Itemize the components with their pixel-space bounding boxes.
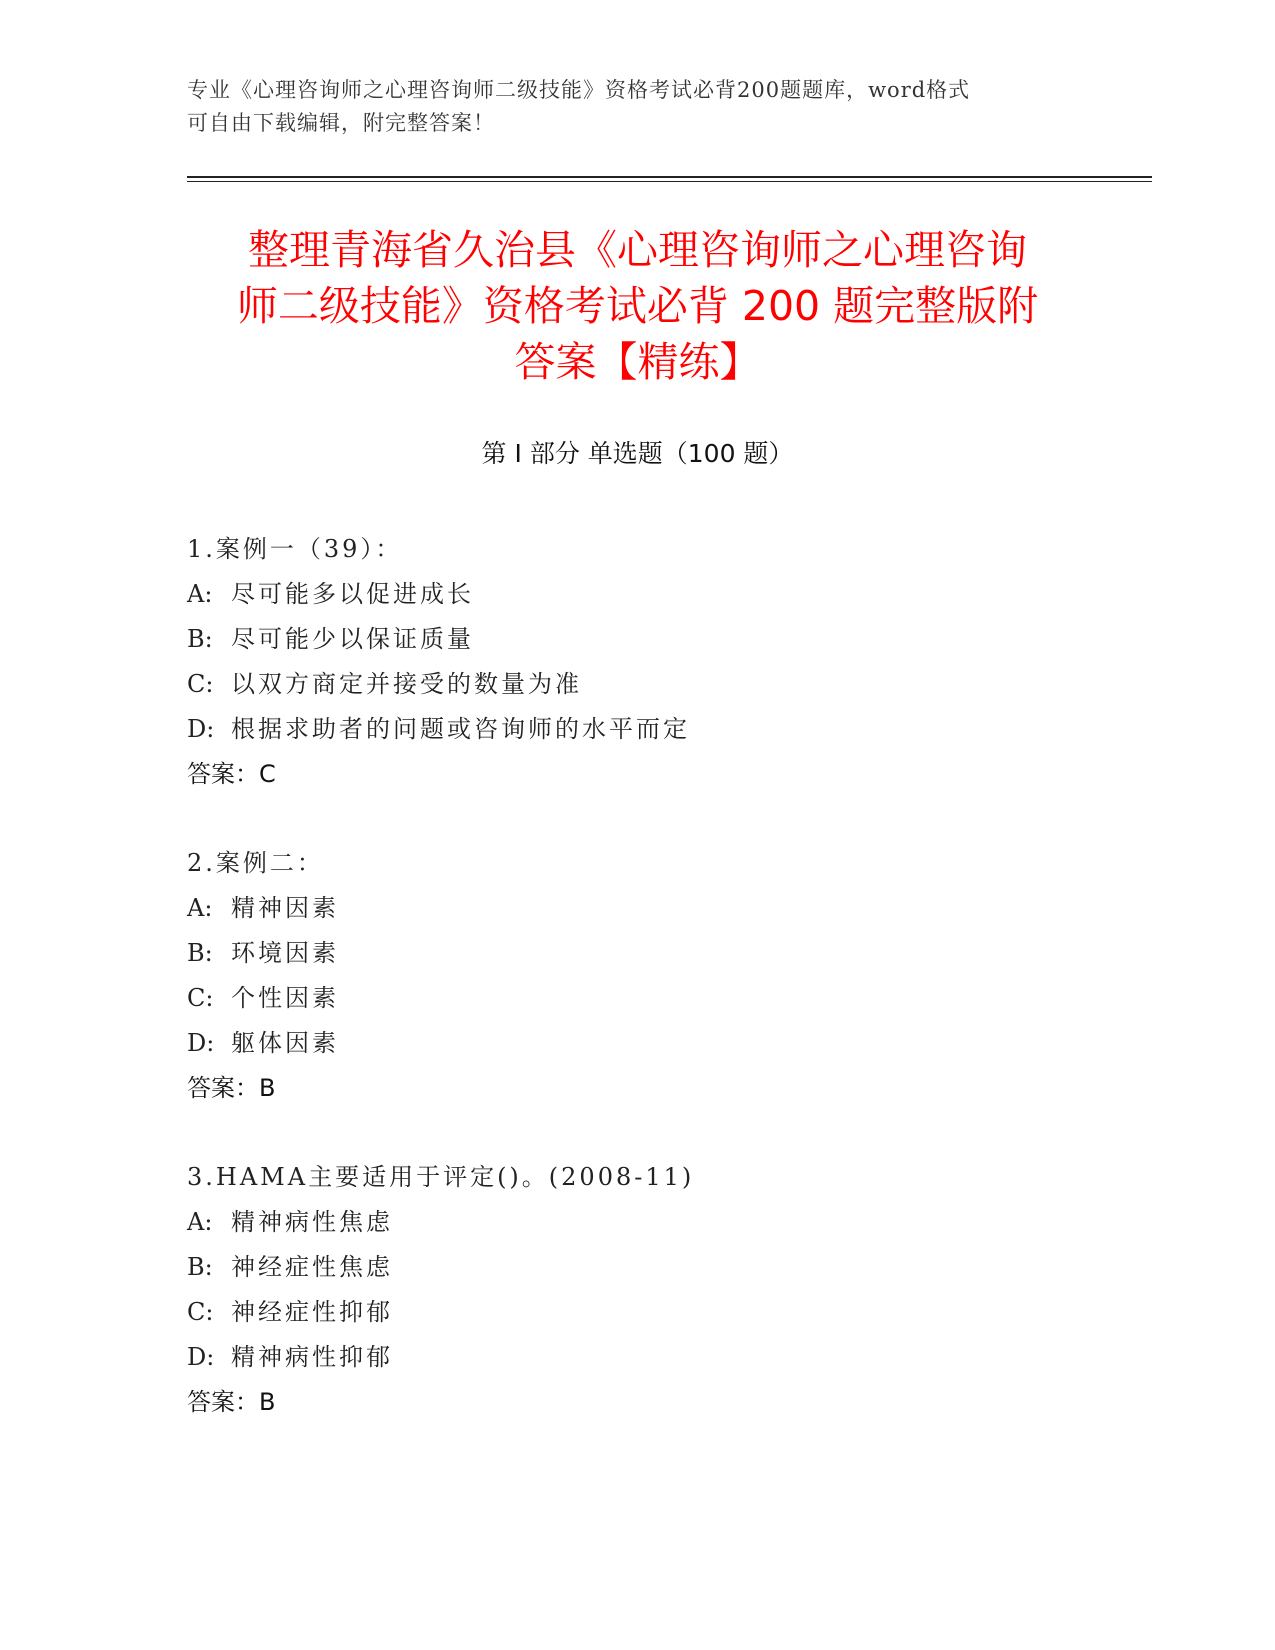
answer-line: 答案：B	[187, 1388, 276, 1416]
question-list	[187, 527, 1087, 1469]
option-key: B:	[187, 939, 213, 967]
question-3	[187, 1155, 1087, 1425]
option-b	[187, 617, 1087, 662]
answer-line: 答案：B	[187, 1074, 276, 1102]
option-text: 精神病性抑郁	[231, 1343, 393, 1371]
option-key: B:	[187, 1253, 213, 1281]
option-text: 精神病性焦虑	[231, 1208, 393, 1236]
header-divider-thin	[187, 181, 1152, 182]
option-a	[187, 572, 1087, 617]
header-divider-thick	[187, 176, 1152, 178]
option-d	[187, 707, 1087, 752]
option-text: 环境因素	[231, 939, 339, 967]
option-text: 神经症性抑郁	[231, 1298, 393, 1326]
option-c	[187, 976, 1087, 1021]
section-title: 第 I 部分 单选题（100 题）	[481, 439, 794, 468]
document-title	[170, 222, 1105, 390]
answer-line: 答案：C	[187, 760, 276, 788]
question-1	[187, 527, 1087, 797]
option-text: 以双方商定并接受的数量为准	[231, 670, 582, 698]
option-d	[187, 1021, 1087, 1066]
option-a	[187, 1200, 1087, 1245]
header-note-line-2: 可自由下载编辑，附完整答案！	[187, 111, 495, 135]
question-stem: 2.案例二：	[187, 849, 324, 877]
option-key: A:	[187, 580, 213, 608]
option-key: D:	[187, 1029, 215, 1057]
option-text: 根据求助者的问题或咨询师的水平而定	[231, 715, 690, 743]
header-note-line-1: 专业《心理咨询师之心理咨询师二级技能》资格考试必背200题题库，word格式	[187, 78, 971, 102]
option-key: D:	[187, 715, 215, 743]
option-a	[187, 886, 1087, 931]
option-text: 尽可能多以促进成长	[231, 580, 474, 608]
option-b	[187, 1245, 1087, 1290]
option-key: A:	[187, 1208, 213, 1236]
question-2	[187, 841, 1087, 1111]
option-text: 尽可能少以保证质量	[231, 625, 474, 653]
option-text: 个性因素	[231, 984, 339, 1012]
option-c	[187, 662, 1087, 707]
option-key: C:	[187, 984, 214, 1012]
question-stem: 3.HAMA主要适用于评定()。(2008-11)	[187, 1163, 695, 1191]
option-key: C:	[187, 670, 214, 698]
option-text: 精神因素	[231, 894, 339, 922]
option-text: 神经症性焦虑	[231, 1253, 393, 1281]
option-b	[187, 931, 1087, 976]
option-key: D:	[187, 1343, 215, 1371]
option-d	[187, 1335, 1087, 1380]
option-text: 躯体因素	[231, 1029, 339, 1057]
option-key: A:	[187, 894, 213, 922]
document-title-line-2: 师二级技能》资格考试必背 200 题完整版附	[236, 282, 1039, 330]
document-title-line-3: 答案【精练】	[514, 338, 761, 386]
option-key: C:	[187, 1298, 214, 1326]
document-title-line-1: 整理青海省久治县《心理咨询师之心理咨询	[248, 226, 1027, 274]
question-stem: 1.案例一（39）：	[187, 535, 403, 563]
header-note	[187, 74, 1067, 140]
option-key: B:	[187, 625, 213, 653]
option-c	[187, 1290, 1087, 1335]
